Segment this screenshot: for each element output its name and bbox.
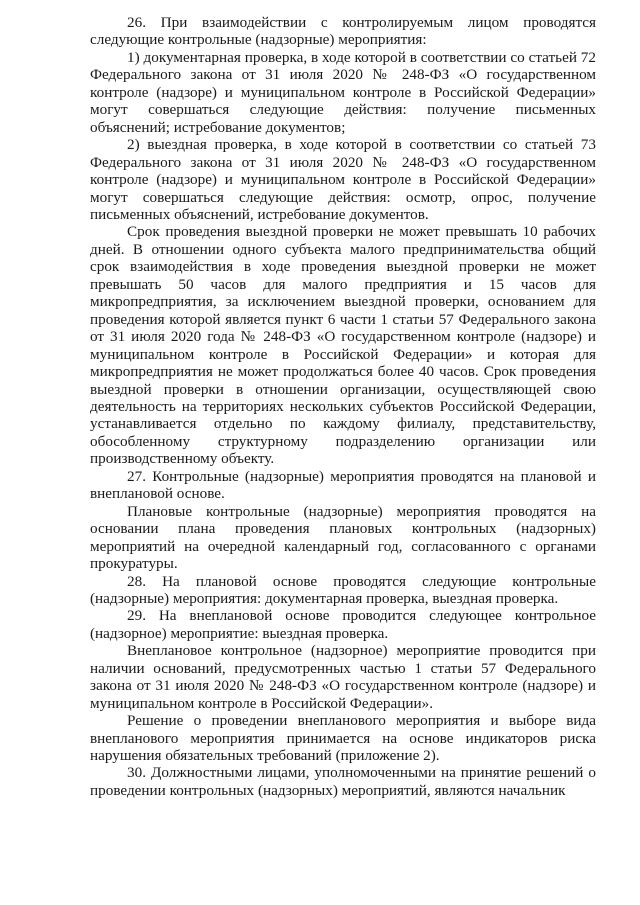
paragraph-28: 28. На плановой основе проводятся следующие контрольные (надзорные) мероприятия: документарная проверка, выездная проверка. — [90, 572, 596, 607]
paragraph-unplanned-measure: Внеплановое контрольное (надзорное) мероприятие проводится при наличии оснований, предусмотренных частью 1 статьи 57 Федерального закона от 31 июля 2020 № 248-ФЗ «О государственном контроле (надзоре) и муниципальном контроле в Российской Федерации». — [90, 642, 596, 712]
paragraph-planned-measures: Плановые контрольные (надзорные) мероприятия проводятся на основании плана проведения плановых контрольных (надзорных) мероприятий на очередной календарный год, согласованного с органами прокуратуры. — [90, 502, 596, 573]
paragraph-26-intro: 26. При взаимодействии с контролируемым лицом проводятся следующие контрольные (надзорные) мероприятия: — [90, 14, 596, 49]
paragraph-unplanned-decision: Решение о проведении внепланового мероприятия и выборе вида внепланового мероприятия принимается на основе индикаторов риска нарушения обязательных требований (приложение 2). — [90, 712, 596, 765]
paragraph-29: 29. На внеплановой основе проводится следующее контрольное (надзорное) мероприятие: выездная проверка. — [90, 607, 596, 642]
paragraph-onsite-check: 2) выездная проверка, в ходе которой в соответствии со статьей 73 Федерального закона от 31 июля 2020 № 248-ФЗ «О государственном контроле (надзоре) и муниципальном контроле в Российской Федерации» могут совершаться следующие действия: осмотр, опрос, получение письменных объяснений, истребование документов. — [90, 136, 596, 223]
paragraph-documentary-check: 1) документарная проверка, в ходе которой в соответствии со статьей 72 Федерального закона от 31 июля 2020 № 248-ФЗ «О государственном контроле (надзоре) и муниципальном контроле в Российской Федерации» могут совершаться следующие действия: получение письменных объяснений; истребование документов; — [90, 48, 596, 136]
document-body — [90, 14, 596, 799]
paragraph-30: 30. Должностными лицами, уполномоченными на принятие решений о проведении контрольных (надзорных) мероприятий, являются начальник — [90, 764, 596, 799]
paragraph-27: 27. Контрольные (надзорные) мероприятия проводятся на плановой и внеплановой основе. — [90, 467, 596, 503]
paragraph-onsite-check-duration: Срок проведения выездной проверки не может превышать 10 рабочих дней. В отношении одного субъекта малого предпринимательства общий срок взаимодействия в ходе проведения выездной проверки не может превышать 50 часов для малого предприятия и 15 часов для микропредприятия, за исключением выездной проверки, основанием для проведения которой является пункт 6 части 1 статьи 57 Федерального закона от 31 июля 2020 года № 248-ФЗ «О государственном контроле (надзоре) и муниципальном контроле в Российской Федерации» и которая для микропредприятия не может продолжаться более 40 часов. Срок проведения выездной проверки в отношении организации, осуществляющей свою деятельность на территориях нескольких субъектов Российской Федерации, устанавливается отдельно по каждому филиалу, представительству, обособленному структурному подразделению организации или производственному объекту. — [90, 223, 596, 468]
